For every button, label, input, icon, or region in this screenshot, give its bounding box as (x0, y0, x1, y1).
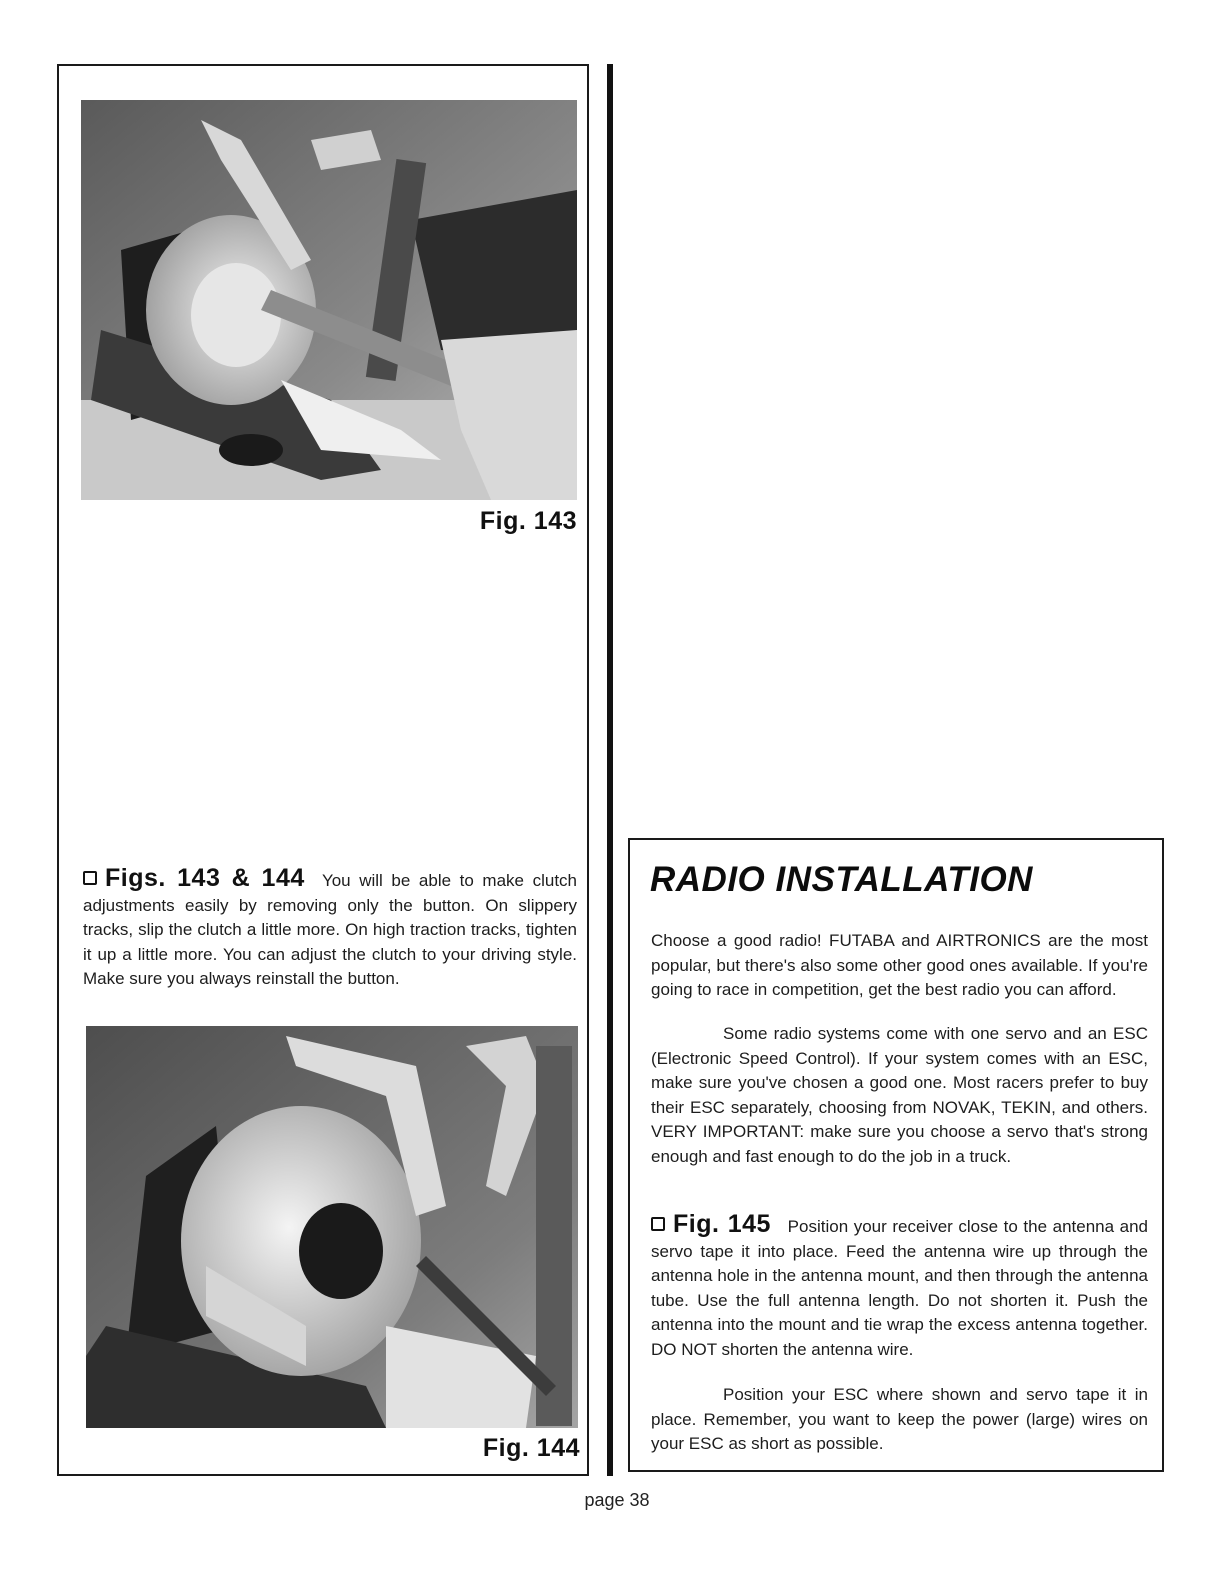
esc-paragraph: Position your ESC where shown and servo tape it in place. Remember, you want to keep the power (large) wires on your ESC as short as possible. (651, 1385, 1148, 1453)
fig-143-label: Fig. 143 (479, 507, 577, 535)
page-number: page 38 (584, 1490, 650, 1510)
checkbox-icon[interactable] (83, 871, 97, 885)
figs-143-144-lead: Figs. 143 & 144 (105, 864, 305, 892)
figs-143-144-paragraph (83, 866, 577, 992)
radio-intro-paragraph-2: Some radio systems come with one servo and an ESC (Electronic Speed Control). If your system comes with an ESC, make sure you've chosen a good one. Most racers prefer to buy their ESC separately, choosing from NOVAK, TEKIN, and others. VERY IMPORTANT: make sure you choose a servo that's strong enough and fast enough to do the job in a truck. (651, 1024, 1148, 1166)
fig-145-lead: Fig. 145 (673, 1210, 771, 1238)
checkbox-icon[interactable] (651, 1217, 665, 1231)
radio-intro-paragraph-1: Choose a good radio! FUTABA and AIRTRONICS are the most popular, but there's also some other good ones available. If you're going to race in competition, get the best radio you can afford. (651, 931, 1148, 999)
fig-143-photo (81, 100, 577, 500)
column-divider (607, 64, 613, 1476)
fig-144-label: Fig. 144 (482, 1434, 580, 1462)
fig-145-text: Position your receiver close to the antenna and servo tape it into place. Feed the antenna wire up through the antenna hole in the antenna mount, and then through the antenna tube. Use the full antenna length. Do not shorten it. Push the antenna into the mount and tie wrap the excess antenna together. DO NOT shorten the antenna wire. (651, 1217, 1149, 1359)
figs-143-144-text: You will be able to make clutch adjustments easily by removing only the button. On slippery tracks, slip the clutch a little more. On high traction tracks, tighten it up a little more. You can adjust the clutch to your driving style. Make sure you always reinstall the button. (83, 871, 578, 988)
radio-installation-title: RADIO INSTALLATION (650, 860, 1033, 899)
fig-144-photo (86, 1026, 578, 1428)
fig-145-paragraph (651, 1212, 1148, 1362)
